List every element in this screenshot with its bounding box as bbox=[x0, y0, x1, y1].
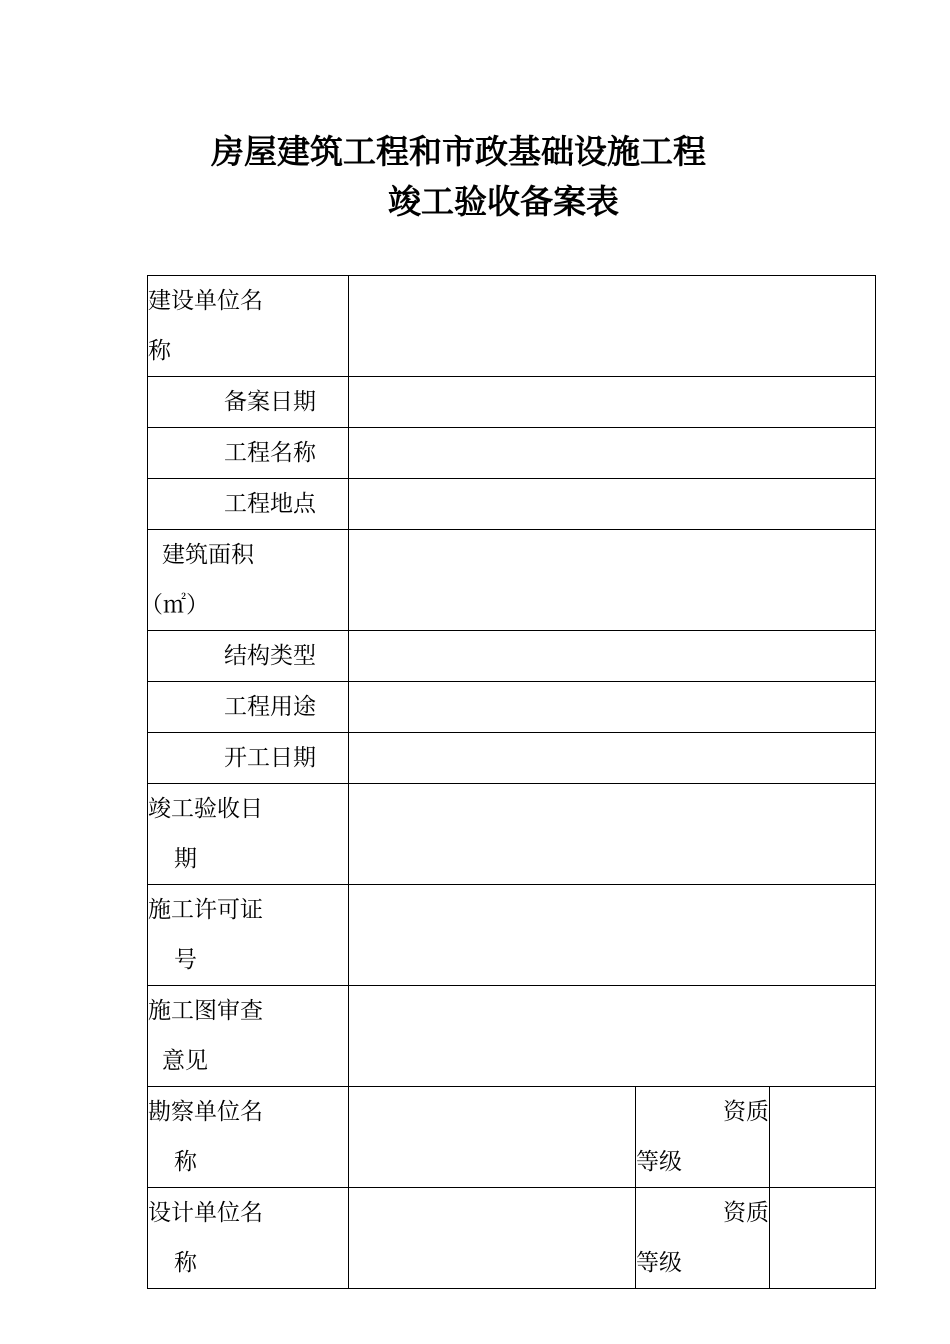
value-cell-design-unit[interactable] bbox=[349, 1188, 636, 1289]
value-cell-design-qualification[interactable] bbox=[770, 1188, 876, 1289]
label-acceptance-date: 竣工验收日 期 bbox=[148, 784, 349, 885]
label-construction-unit: 建设单位名 称 bbox=[148, 276, 349, 377]
label-survey-unit: 勘察单位名 称 bbox=[148, 1087, 349, 1188]
record-form-table bbox=[140, 275, 876, 1289]
label-design-unit: 设计单位名 称 bbox=[148, 1188, 349, 1289]
label-structure-type: 结构类型 bbox=[148, 631, 349, 682]
value-cell-filing-date[interactable] bbox=[349, 377, 876, 428]
label-building-area: 建筑面积 （㎡） bbox=[148, 530, 349, 631]
table-row bbox=[148, 885, 876, 986]
table-row bbox=[148, 530, 876, 631]
value-cell-project-name[interactable] bbox=[349, 428, 876, 479]
value-cell-project-use[interactable] bbox=[349, 682, 876, 733]
value-cell-acceptance-date[interactable] bbox=[349, 784, 876, 885]
table-row bbox=[148, 733, 876, 784]
value-cell-drawing-review[interactable] bbox=[349, 986, 876, 1087]
table-row bbox=[148, 276, 876, 377]
table-row bbox=[148, 986, 876, 1087]
table-row bbox=[148, 784, 876, 885]
label-drawing-review: 施工图审查 意见 bbox=[148, 986, 349, 1087]
value-cell-building-area[interactable] bbox=[349, 530, 876, 631]
label-filing-date: 备案日期 bbox=[148, 377, 349, 428]
label-survey-qualification: 资质 等级 bbox=[636, 1087, 770, 1188]
table-row bbox=[148, 682, 876, 733]
table-row bbox=[148, 377, 876, 428]
table-row bbox=[148, 1087, 876, 1188]
value-cell-project-location[interactable] bbox=[349, 479, 876, 530]
value-cell-survey-unit[interactable] bbox=[349, 1087, 636, 1188]
value-cell-survey-qualification[interactable] bbox=[770, 1087, 876, 1188]
label-project-use: 工程用途 bbox=[148, 682, 349, 733]
label-permit-number: 施工许可证 号 bbox=[148, 885, 349, 986]
label-design-qualification: 资质 等级 bbox=[636, 1188, 770, 1289]
value-cell-structure-type[interactable] bbox=[349, 631, 876, 682]
label-start-date: 开工日期 bbox=[148, 733, 349, 784]
table-row bbox=[148, 1188, 876, 1289]
value-cell-permit-number[interactable] bbox=[349, 885, 876, 986]
table-row bbox=[148, 479, 876, 530]
value-cell-start-date[interactable] bbox=[349, 733, 876, 784]
table-row bbox=[148, 428, 876, 479]
form-title-line-2: 竣工验收备案表 bbox=[388, 182, 619, 221]
label-project-location: 工程地点 bbox=[148, 479, 349, 530]
table-row bbox=[148, 631, 876, 682]
value-cell-construction-unit[interactable] bbox=[349, 276, 876, 377]
form-title-line-1: 房屋建筑工程和市政基础设施工程 bbox=[211, 132, 706, 171]
label-project-name: 工程名称 bbox=[148, 428, 349, 479]
